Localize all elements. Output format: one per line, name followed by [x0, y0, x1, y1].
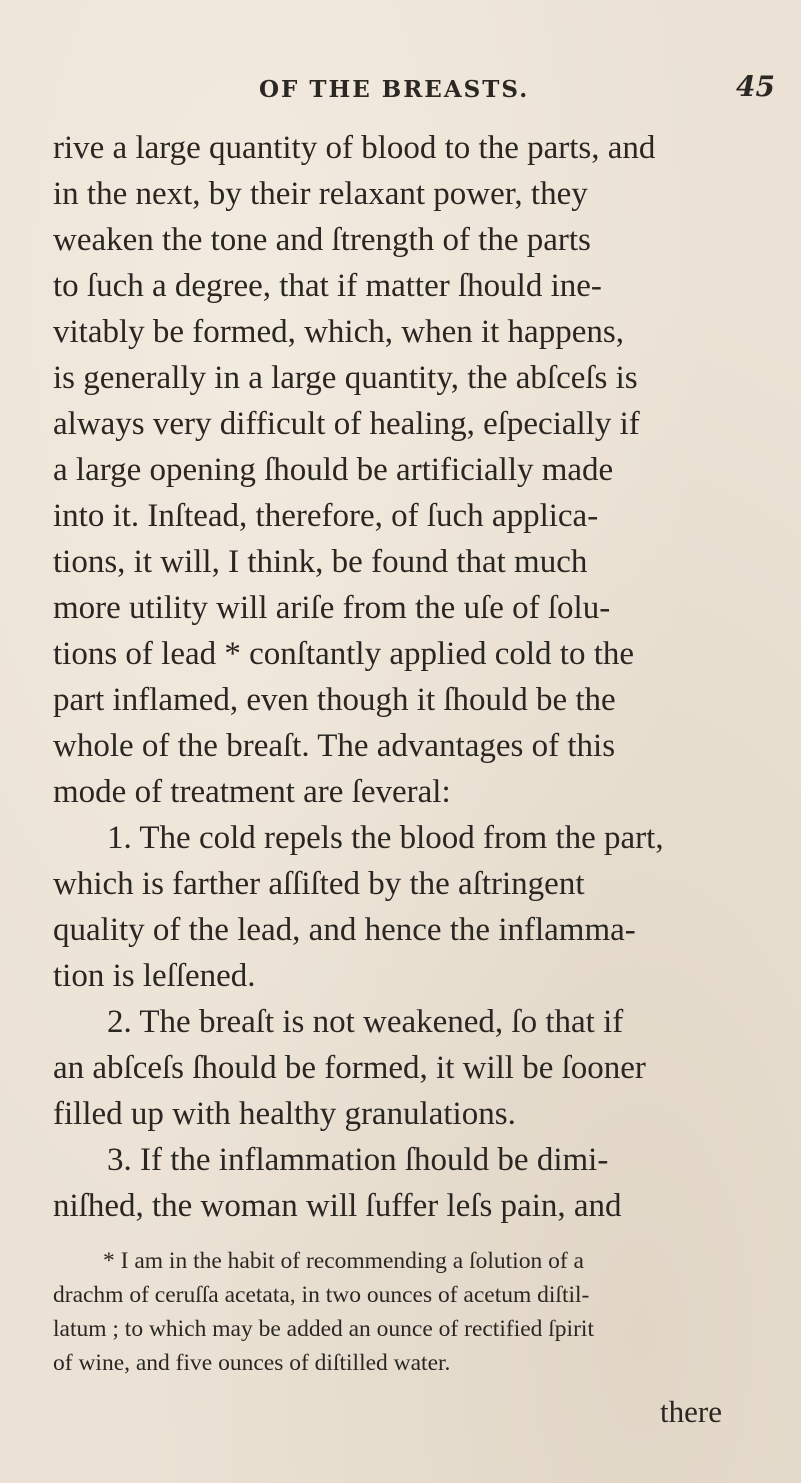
footnote-line: latum ; to which may be added an ounce of rectified ſpirit — [53, 1316, 594, 1342]
body-line: a large opening ſhould be artificially made — [53, 452, 614, 488]
page-number: 45 — [736, 70, 775, 103]
body-line: vitably be formed, which, when it happens, — [53, 314, 624, 350]
body-line: tions of lead * conſtantly applied cold to the — [53, 636, 635, 672]
running-head: OF THE BREASTS. — [259, 76, 530, 103]
body-line: tions, it will, I think, be found that much — [53, 544, 588, 580]
body-line: weaken the tone and ſtrength of the parts — [53, 222, 591, 258]
footnote-line: drachm of ceruſſa acetata, in two ounces of acetum diſtil- — [53, 1282, 590, 1308]
body-line: rive a large quantity of blood to the parts, and — [53, 130, 656, 166]
body-line: mode of treatment are ſeveral: — [53, 774, 451, 810]
body-line: whole of the breaſt. The advantages of this — [53, 728, 616, 764]
body-line: which is farther aſſiſted by the aſtringent — [53, 866, 585, 902]
body-line: filled up with healthy granulations. — [53, 1096, 516, 1132]
body-line: in the next, by their relaxant power, they — [53, 176, 588, 212]
body-line: to ſuch a degree, that if matter ſhould ine- — [53, 268, 602, 304]
body-line: tion is leſſened. — [53, 958, 256, 994]
footnote-line: * I am in the habit of recommending a ſolution of a — [103, 1248, 584, 1274]
body-line: niſhed, the woman will ſuffer leſs pain, and — [53, 1188, 622, 1224]
body-line: more utility will ariſe from the uſe of ſolu- — [53, 590, 611, 626]
body-line: always very difficult of healing, eſpecially if — [53, 406, 640, 442]
footnote-line: of wine, and five ounces of diſtilled water. — [53, 1350, 451, 1376]
body-line: 2. The breaſt is not weakened, ſo that if — [107, 1004, 624, 1040]
body-line: 3. If the inflammation ſhould be dimi- — [107, 1142, 609, 1178]
body-line: an abſceſs ſhould be formed, it will be ſooner — [53, 1050, 646, 1086]
body-line: quality of the lead, and hence the inflamma- — [53, 912, 636, 948]
body-line: 1. The cold repels the blood from the part, — [107, 820, 664, 856]
body-line: into it. Inſtead, therefore, of ſuch applica- — [53, 498, 599, 534]
body-line: is generally in a large quantity, the abſceſs is — [53, 360, 638, 396]
catchword: there — [660, 1394, 722, 1429]
body-line: part inflamed, even though it ſhould be the — [53, 682, 616, 718]
